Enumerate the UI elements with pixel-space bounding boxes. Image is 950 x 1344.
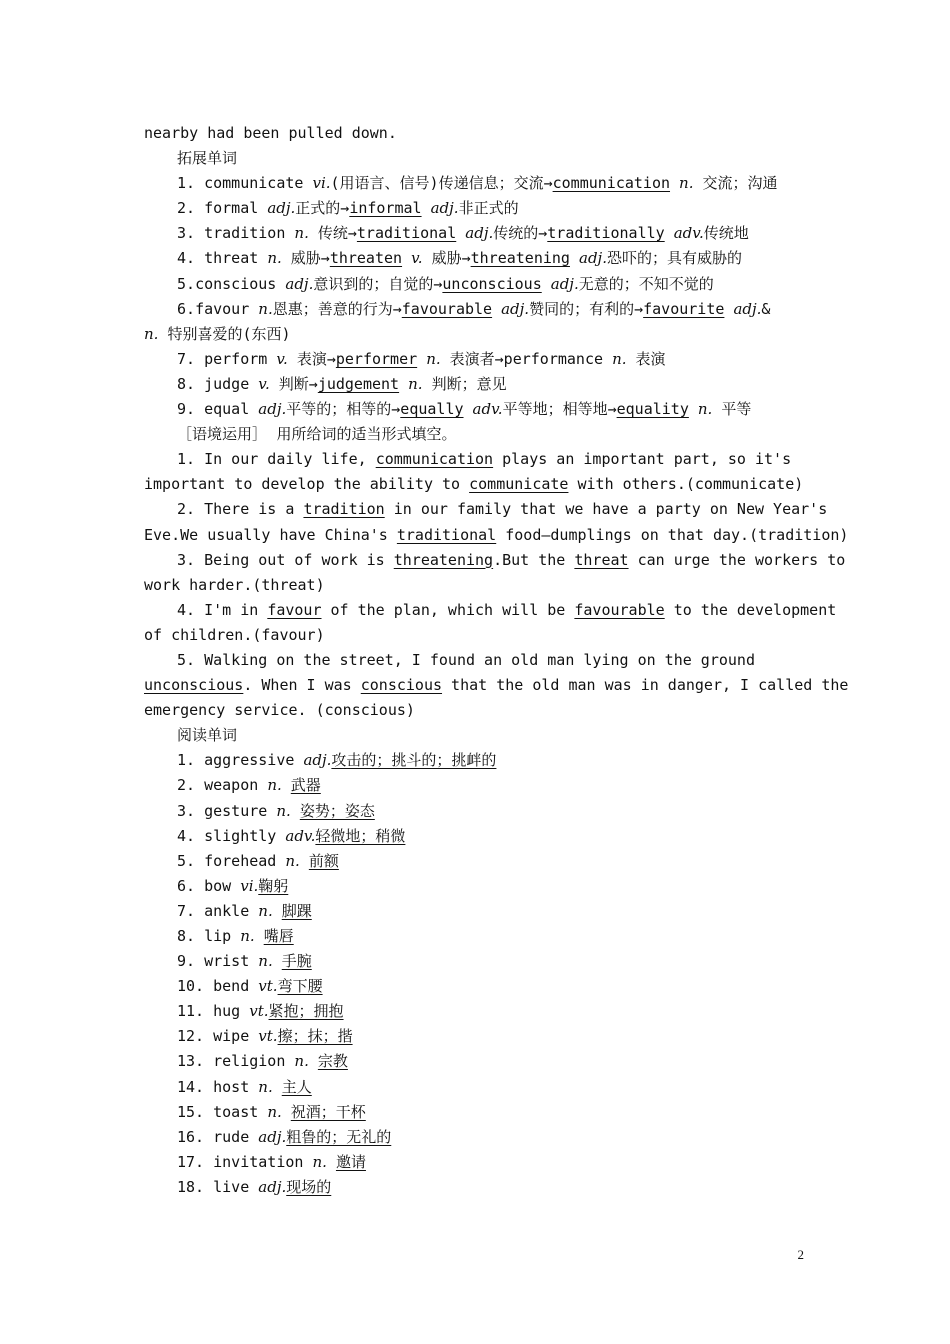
- expand-item-continuation: n. 特别喜爱的(东西): [144, 324, 291, 343]
- sentence-line: of children.(favour): [144, 625, 325, 644]
- reading-item: 7. ankle n. 脚踝: [177, 901, 312, 920]
- page-number: 2: [797, 1247, 804, 1262]
- reading-item: 4. slightly adv.轻微地；稍微: [177, 826, 406, 845]
- answer: traditionally: [547, 224, 665, 243]
- answer: 粗鲁的；无礼的: [286, 1127, 392, 1146]
- answer: equally: [400, 400, 464, 419]
- answer: traditional: [396, 525, 497, 544]
- answer: favourite: [643, 299, 725, 318]
- answer: 祝酒；干杯: [290, 1102, 366, 1121]
- answer: 嘴唇: [263, 927, 294, 945]
- answer: 弯下腰: [277, 977, 323, 996]
- expand-item: 8. judge v. 判断→judgement n. 判断；意见: [177, 374, 507, 393]
- answer: 姿势；姿态: [299, 801, 375, 820]
- sentence-line: emergency service. (conscious): [144, 701, 415, 720]
- reading-item: 18. live adj.现场的: [177, 1177, 332, 1196]
- reading-item: 14. host n. 主人: [177, 1077, 312, 1096]
- answer: favourable: [401, 299, 493, 318]
- answer: judgement: [317, 374, 400, 393]
- section-heading-reading: 阅读单词: [177, 726, 238, 745]
- answer: 擦；抹；揩: [277, 1027, 353, 1046]
- reading-item: 6. bow vi.鞠躬: [177, 876, 289, 895]
- section-heading-expand: 拓展单词: [177, 149, 238, 168]
- answer: communication: [552, 174, 671, 193]
- section-heading-context: ［语境运用］ 用所给词的适当形式填空。: [177, 425, 457, 444]
- reading-item: 16. rude adj.粗鲁的；无礼的: [177, 1127, 392, 1146]
- answer: 前额: [308, 851, 339, 870]
- sentence-line: unconscious. When I was conscious that the old man was in danger, I called the: [144, 676, 849, 695]
- answer: informal: [349, 199, 422, 218]
- reading-item: 12. wipe vt.擦；抹；揩: [177, 1027, 353, 1046]
- expand-item: 4. threat n. 威胁→threaten v. 威胁→threatening adj.恐吓的；具有威胁的: [177, 249, 742, 268]
- answer: 主人: [281, 1077, 312, 1096]
- reading-item: 3. gesture n. 姿势；姿态: [177, 801, 375, 820]
- answer: conscious: [360, 676, 443, 695]
- answer: 紧抱；拥抱: [268, 1002, 344, 1021]
- sentence-line: work harder.(threat): [144, 575, 325, 594]
- expand-item: 2. formal adj.正式的→informal adj.非正式的: [177, 199, 519, 218]
- expand-item: 3. tradition n. 传统→traditional adj.传统的→traditionally adv.传统地: [177, 224, 749, 243]
- answer: performer: [335, 349, 418, 368]
- sentence-line: 2. There is a tradition in our family that we have a party on New Year's: [177, 500, 828, 519]
- answer: unconscious: [144, 676, 244, 695]
- answer: communication: [375, 450, 494, 469]
- reading-item: 13. religion n. 宗教: [177, 1052, 348, 1071]
- expand-item: 7. perform v. 表演→performer n. 表演者→performance n. 表演: [177, 349, 666, 368]
- answer: threatening: [393, 550, 494, 569]
- answer: threatening: [470, 249, 570, 268]
- reading-item: 15. toast n. 祝酒；干杯: [177, 1102, 366, 1121]
- sentence-line: 5. Walking on the street, I found an old man lying on the ground: [177, 650, 755, 669]
- answer: equality: [616, 400, 689, 419]
- intro-line: nearby had been pulled down.: [144, 124, 397, 142]
- answer: tradition: [303, 500, 385, 519]
- answer: 攻击的；挑斗的；挑衅的: [331, 751, 497, 770]
- answer: 邀请: [335, 1152, 366, 1171]
- answer: traditional: [356, 224, 457, 243]
- reading-item: 2. weapon n. 武器: [177, 776, 321, 795]
- answer: threat: [574, 550, 629, 569]
- sentence-line: 1. In our daily life, communication plays an important part, so it's: [177, 450, 792, 469]
- sentence-line: Eve.We usually have China's traditional food—dumplings on that day.(tradition): [144, 525, 849, 544]
- sentence-line: 3. Being out of work is threatening.But the threat can urge the workers to: [177, 550, 846, 569]
- answer: 鞠躬: [258, 876, 289, 895]
- answer: 宗教: [317, 1052, 348, 1071]
- answer: favourable: [574, 600, 665, 619]
- expand-item: 9. equal adj.平等的；相等的→equally adv.平等地；相等地→equality n. 平等: [177, 400, 752, 419]
- reading-item: 5. forehead n. 前额: [177, 851, 339, 870]
- reading-item: 10. bend vt.弯下腰: [177, 977, 323, 996]
- answer: 脚踝: [281, 901, 312, 920]
- reading-item: 9. wrist n. 手腕: [177, 952, 312, 971]
- reading-item: 1. aggressive adj.攻击的；挑斗的；挑衅的: [177, 751, 497, 770]
- expand-item: 1. communicate vi.(用语言、信号)传递信息；交流→communication n. 交流；沟通: [177, 174, 778, 193]
- expand-item: 6.favour n.恩惠；善意的行为→favourable adj.赞同的；有利的→favourite adj.&: [177, 299, 771, 318]
- answer: threaten: [329, 249, 403, 268]
- sentence-line: important to develop the ability to communicate with others.(communicate): [144, 475, 804, 494]
- answer: unconscious: [442, 274, 542, 293]
- answer: 现场的: [286, 1177, 332, 1196]
- sentence-line: 4. I'm in favour of the plan, which will be favourable to the development: [177, 600, 837, 619]
- answer: 手腕: [281, 952, 312, 971]
- answer: 武器: [290, 776, 321, 795]
- reading-item: 8. lip n. 嘴唇: [177, 927, 294, 945]
- answer: 轻微地；稍微: [315, 826, 406, 845]
- answer: communicate: [469, 475, 569, 494]
- expand-item: 5.conscious adj.意识到的；自觉的→unconscious adj.无意的；不知不觉的: [177, 274, 714, 293]
- answer: favour: [267, 600, 322, 619]
- reading-item: 17. invitation n. 邀请: [177, 1152, 366, 1171]
- page-body: [144, 121, 849, 1200]
- reading-item: 11. hug vt.紧抱；拥抱: [177, 1002, 344, 1021]
